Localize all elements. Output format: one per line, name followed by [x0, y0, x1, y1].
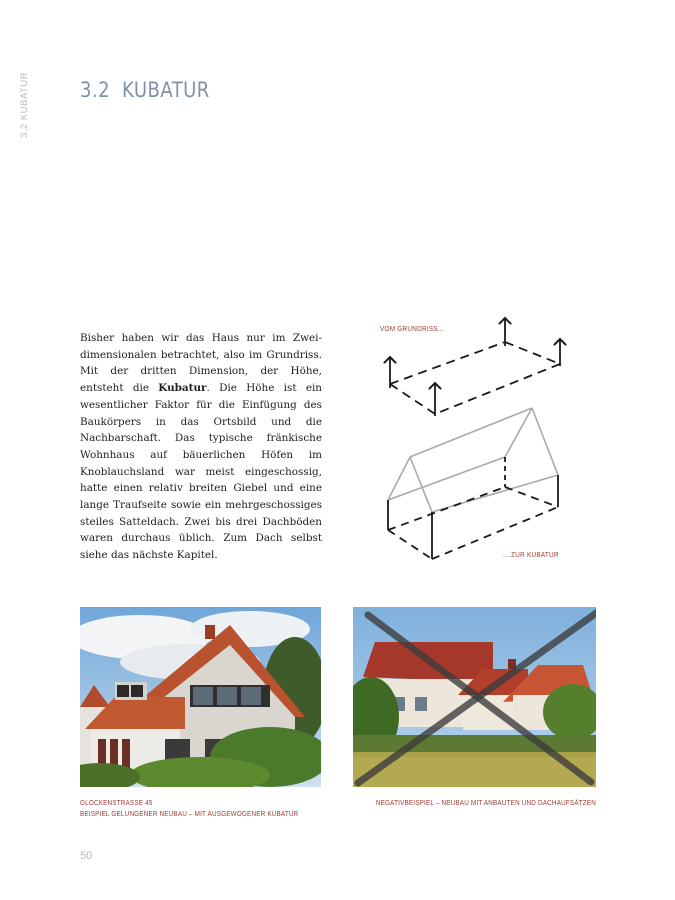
- floorplan-outline: [390, 342, 560, 414]
- kubatur-walls: [388, 457, 558, 559]
- photo-negative-house-image: [353, 607, 596, 787]
- diagram-label-grundriss: VOM GRUNDRISS...: [380, 324, 444, 333]
- chapter-number: 3.2: [80, 78, 111, 102]
- chapter-title: KUBATUR: [122, 78, 210, 102]
- kubatur-roof: [388, 408, 558, 512]
- photo-negative-example: [353, 607, 596, 787]
- chapter-heading: [80, 78, 210, 102]
- caption-negative-example: NEGATIVBEISPIEL – NEUBAU MIT ANBAUTEN UND DACHAUFSÄTZEN: [375, 798, 596, 807]
- photo-good-house-image: [80, 607, 321, 787]
- body-text-part1: Bisher haben wir das Haus nur im Zweidimensionalen betrachtet, also im Grundriss. Mit der dritten Dimension, der Höhe, entsteht die: [80, 332, 322, 395]
- diagram-label-kubatur: ....ZUR KUBATUR: [503, 550, 559, 559]
- side-chapter-tab: [14, 71, 44, 140]
- photo-good-example: [80, 607, 321, 787]
- caption-good-example: [80, 797, 298, 819]
- body-term-kubatur: Kubatur: [158, 382, 207, 395]
- body-paragraph: [80, 330, 322, 564]
- body-text-part2: . Die Höhe ist ein wesentlicher Faktor für die Einfügung des Baukörpers in das Ortsbild und die Nachbarschaft. Das typische fränkische Wohnhaus auf bäuerlichen Höfen im Knoblauchsland war meist eingeschossig, hatte einen relativ breiten Giebel und eine lange Traufseite sowie ein mehrgeschossiges steiles Satteldach. Zwei bis drei Dachböden waren durchaus üblich. Zum Dach selbst siehe das nächste Kapitel.: [80, 382, 322, 562]
- kubatur-base: [388, 487, 558, 559]
- side-chapter-label: 3.2 KUBATUR: [19, 71, 30, 138]
- page-number: 50: [80, 850, 93, 862]
- caption-good-line2: BEISPIEL GELUNGENER NEUBAU – MIT AUSGEWOGENER KUBATUR: [80, 809, 299, 818]
- caption-good-line1: GLOCKENSTRASSE 45: [80, 798, 153, 807]
- diagram-drawing: [370, 312, 580, 570]
- kubatur-diagram: [370, 312, 580, 570]
